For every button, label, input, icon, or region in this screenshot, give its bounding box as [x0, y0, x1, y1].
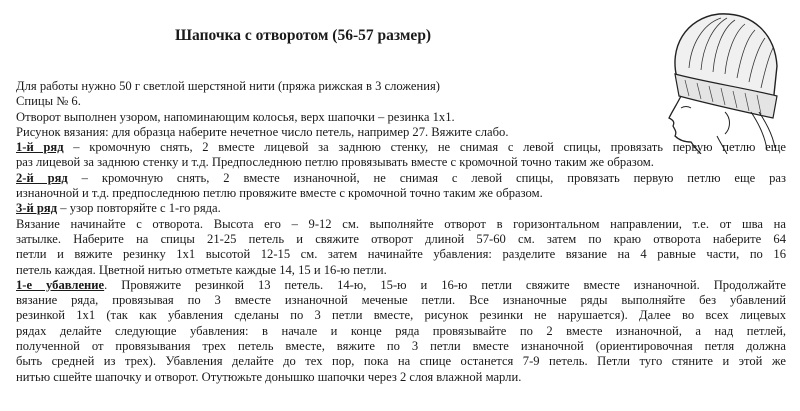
decrease-text: . Провяжите резинкой 13 петель. 14-ю, 15-ю и 16-ю петли свяжите вместе изнаночной. Продолжайте — [104, 277, 786, 292]
decrease-label: 1-е убавление — [16, 277, 105, 292]
row-2-line — [16, 171, 786, 186]
text-line: затылке. Наберите на спицы 21-25 петель и свяжите отворот длиной 57-60 см. затем по краю отворота наберите 64 — [16, 231, 786, 246]
text-line: раз лицевой за заднюю стенку и т.д. Предпоследнюю петлю провязывать вместе с кромочной точно таким же образом. — [16, 155, 654, 170]
text-line: быть средней из трех). Убавления делайте до тех пор, пока на спице останется 7-9 петель. Петли туго стяните и этой же — [16, 354, 786, 369]
text-line: резинкой 1х1 (так как убавления сделаны по 3 петли вместе, рисунок резинки не нарушается). Далее во всех лицевых — [16, 308, 786, 323]
row-1-line — [16, 140, 786, 155]
row-2-text: – кромочную снять, 2 вместе изнаночной, не снимая с левой спицы, провязать первую петлю еще раз — [67, 170, 786, 185]
text-line: Рисунок вязания: для образца наберите нечетное число петель, например 27. Вяжите слабо. — [16, 124, 509, 139]
page-title: Шапочка с отворотом (56-57 размер) — [175, 27, 432, 44]
text-line: вязание ряда, провязывая по 3 вместе изнаночной меченые петли. Все изнаночные ряды выполняйте без убавлений — [16, 293, 786, 308]
row-1-text: – кромочную снять, 2 вместе лицевой за заднюю стенку, не снимая с левой спицы, провязать первую петлю еще — [63, 140, 786, 155]
text-line: Для работы нужно 50 г светлой шерстяной нити (пряжа рижская в 3 сложения) — [16, 79, 440, 93]
text-line: рядах делайте следующие убавления: в начале и конце ряда провязывайте по 2 вместе изнаночной, а над петлей, — [16, 323, 786, 338]
text-line: Отворот выполнен узором, напоминающим колосья, верх шапочки – резинка 1х1. — [16, 109, 455, 124]
text-line: петель каждая. Цветной нитью отметьте каждые 14, 15 и 16-ю петли. — [16, 262, 387, 277]
text-line: петли и вяжите резинку 1х1 высотой 12-15 см. затем начинайте убавления: разделите вязание на 4 равные части, по 16 — [16, 247, 786, 262]
instructions-text — [16, 79, 792, 385]
row-1-label: 1-й ряд — [16, 140, 64, 155]
text-line: полученной от провязывания трех петель вместе, вяжите по 3 петли вместе изнаночной (ориентировочная петля должна — [16, 339, 786, 354]
text-line: Вязание начинайте с отворота. Высота его – 9-12 см. выполняйте отворот в горизонтальном направлении, т.е. от шва на — [16, 216, 786, 231]
row-3-text: – узор повторяйте с 1-го ряда. — [57, 201, 221, 216]
row-3-label: 3-й ряд — [16, 201, 58, 216]
decrease-line — [16, 278, 786, 293]
text-line: изнаночной и т.д. предпоследнюю петлю провяжите вместе с кромочной точно таким же образом. — [16, 186, 543, 201]
text-line: нитью сшейте шапочку и отворот. Отутюжьте донышко шапочки через 2 слоя влажной марли. — [16, 369, 522, 384]
text-line: Спицы № 6. — [16, 94, 81, 109]
row-2-label: 2-й ряд — [16, 170, 68, 185]
row-3-line — [16, 201, 786, 216]
